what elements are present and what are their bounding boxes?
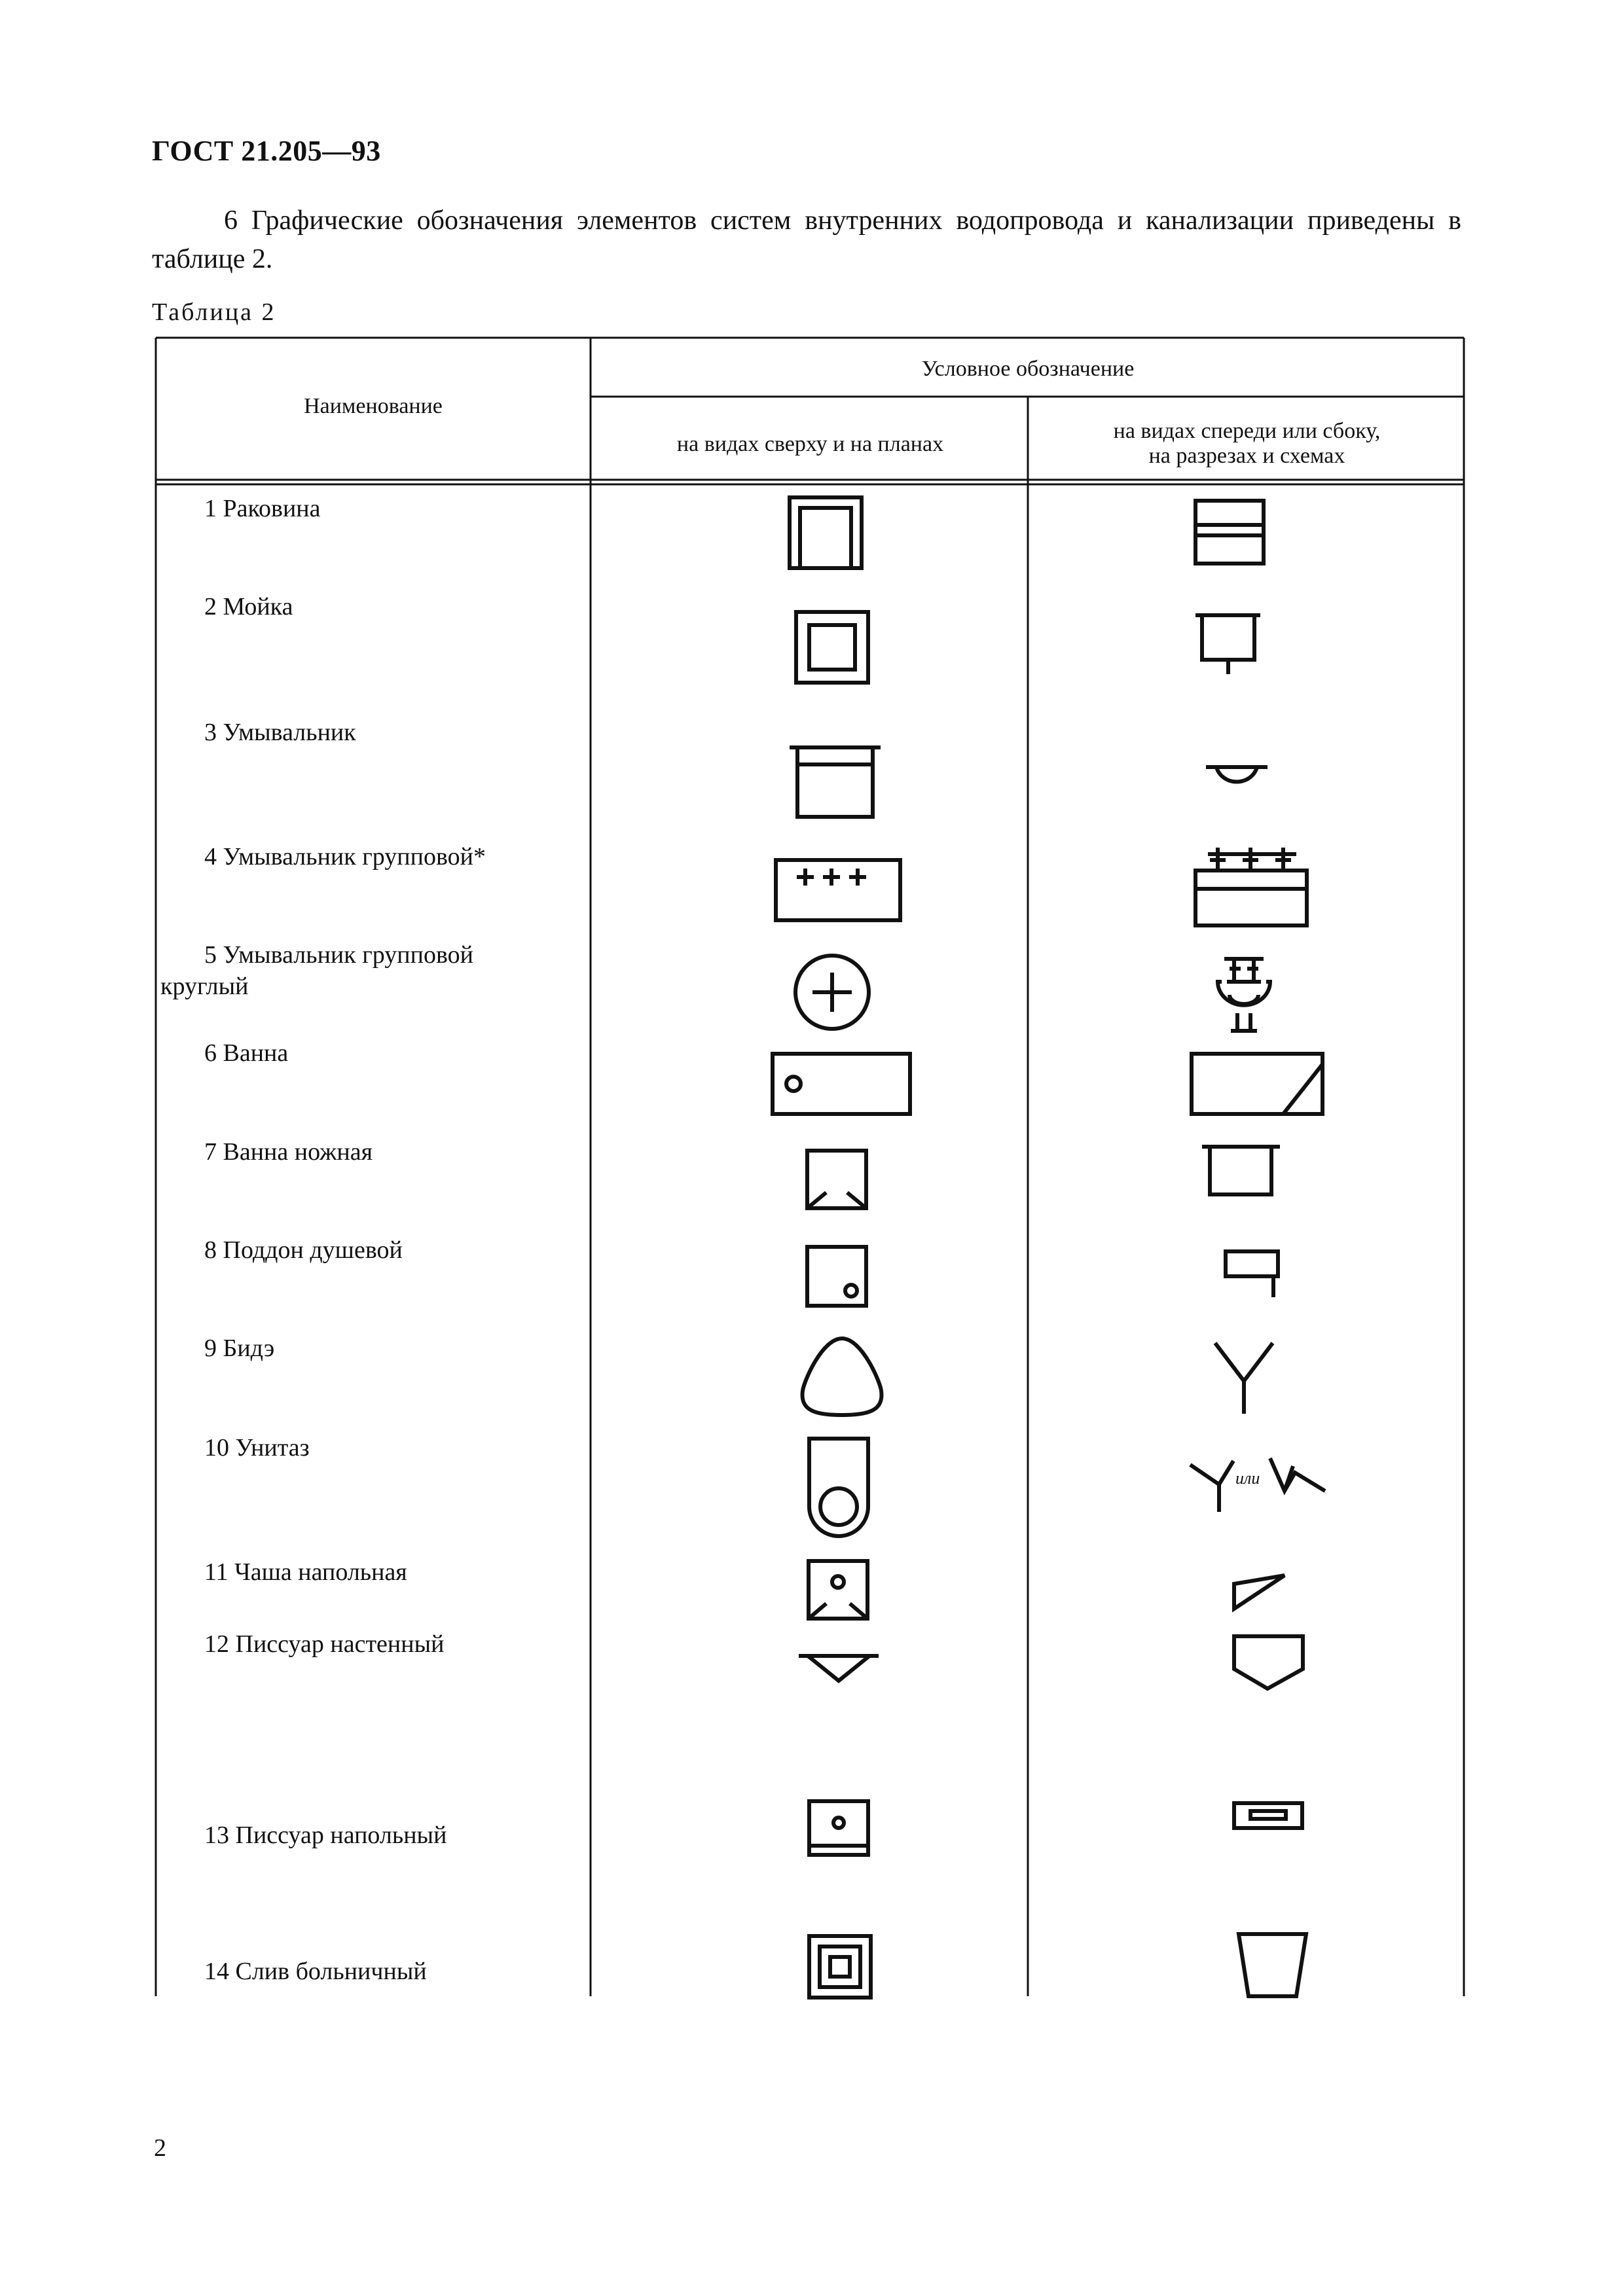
group-washbasin-plan-icon xyxy=(776,860,900,920)
table-row-label: 3 Умывальник xyxy=(204,719,356,746)
sink-front-icon xyxy=(1195,501,1264,564)
table-row-label: 10 Унитаз xyxy=(204,1434,310,1462)
round-group-washbasin-front-icon xyxy=(1218,959,1270,1031)
table-row-label: 9 Бидэ xyxy=(204,1335,275,1362)
bidet-plan-icon xyxy=(803,1338,882,1415)
table-row-label: 12 Писсуар настенный xyxy=(204,1630,445,1658)
or-word-label: или xyxy=(1235,1469,1260,1488)
table-row-label: 2 Мойка xyxy=(204,593,293,620)
bathtub-front-icon xyxy=(1192,1054,1322,1114)
standard-designation: ГОСТ 21.205—93 xyxy=(152,135,381,167)
table-row-label: 5 Умывальник групповой круглый xyxy=(160,941,473,1000)
table-row-label: 1 Раковина xyxy=(204,495,321,522)
hospital-drain-plan-icon xyxy=(809,1936,871,1998)
table-row-label: 8 Поддон душевой xyxy=(204,1236,403,1264)
shower-tray-front-icon xyxy=(1226,1251,1278,1297)
table-row-label: 7 Ванна ножная xyxy=(204,1138,373,1166)
sink-plan-icon xyxy=(790,497,862,568)
floor-urinal-plan-icon xyxy=(809,1801,868,1855)
washbasin-plan-icon xyxy=(790,747,881,817)
floor-bowl-front-icon xyxy=(1234,1575,1285,1609)
kitchen-sink-plan-icon xyxy=(796,612,868,683)
foot-bath-front-icon xyxy=(1202,1147,1280,1194)
table-caption: Таблица 2 xyxy=(152,298,276,326)
toilet-plan-icon xyxy=(809,1439,868,1536)
intro-paragraph: 6 Графические обозначения элементов систем внутренних водопровода и канализации приведены в таблице 2. xyxy=(152,206,1461,274)
floor-bowl-plan-icon xyxy=(809,1561,867,1619)
foot-bath-plan-icon xyxy=(807,1151,866,1208)
column-header-name: Наименование xyxy=(304,394,443,418)
table-row-label: 11 Чаша напольная xyxy=(204,1558,407,1586)
table-row-label: 14 Слив больничный xyxy=(204,1958,427,1985)
wall-urinal-front-icon xyxy=(1234,1636,1303,1689)
table-row-label: 4 Умывальник групповой* xyxy=(204,843,486,870)
column-header-front-line2: на разрезах и схемах xyxy=(1148,444,1345,468)
hospital-drain-front-icon xyxy=(1239,1934,1306,1996)
group-washbasin-front-icon xyxy=(1195,848,1307,925)
bathtub-plan-icon xyxy=(773,1054,910,1114)
bidet-front-icon xyxy=(1215,1343,1273,1414)
page-number: 2 xyxy=(154,2134,166,2162)
column-header-plan: на видах сверху и на планах xyxy=(676,432,944,456)
wall-urinal-plan-icon xyxy=(799,1656,879,1681)
round-group-washbasin-plan-icon xyxy=(795,956,869,1029)
table-row-label: 13 Писсуар напольный xyxy=(204,1821,447,1849)
shower-tray-plan-icon xyxy=(807,1247,866,1306)
column-header-front-line1: на видах спереди или сбоку, xyxy=(1113,419,1381,443)
column-header-symbol: Условное обозначение xyxy=(921,357,1135,381)
washbasin-front-icon xyxy=(1206,767,1267,782)
table-grid xyxy=(156,338,1464,1996)
kitchen-sink-front-icon xyxy=(1195,615,1260,674)
table-row-label: 6 Ванна xyxy=(204,1039,289,1067)
floor-urinal-front-icon xyxy=(1234,1803,1302,1828)
